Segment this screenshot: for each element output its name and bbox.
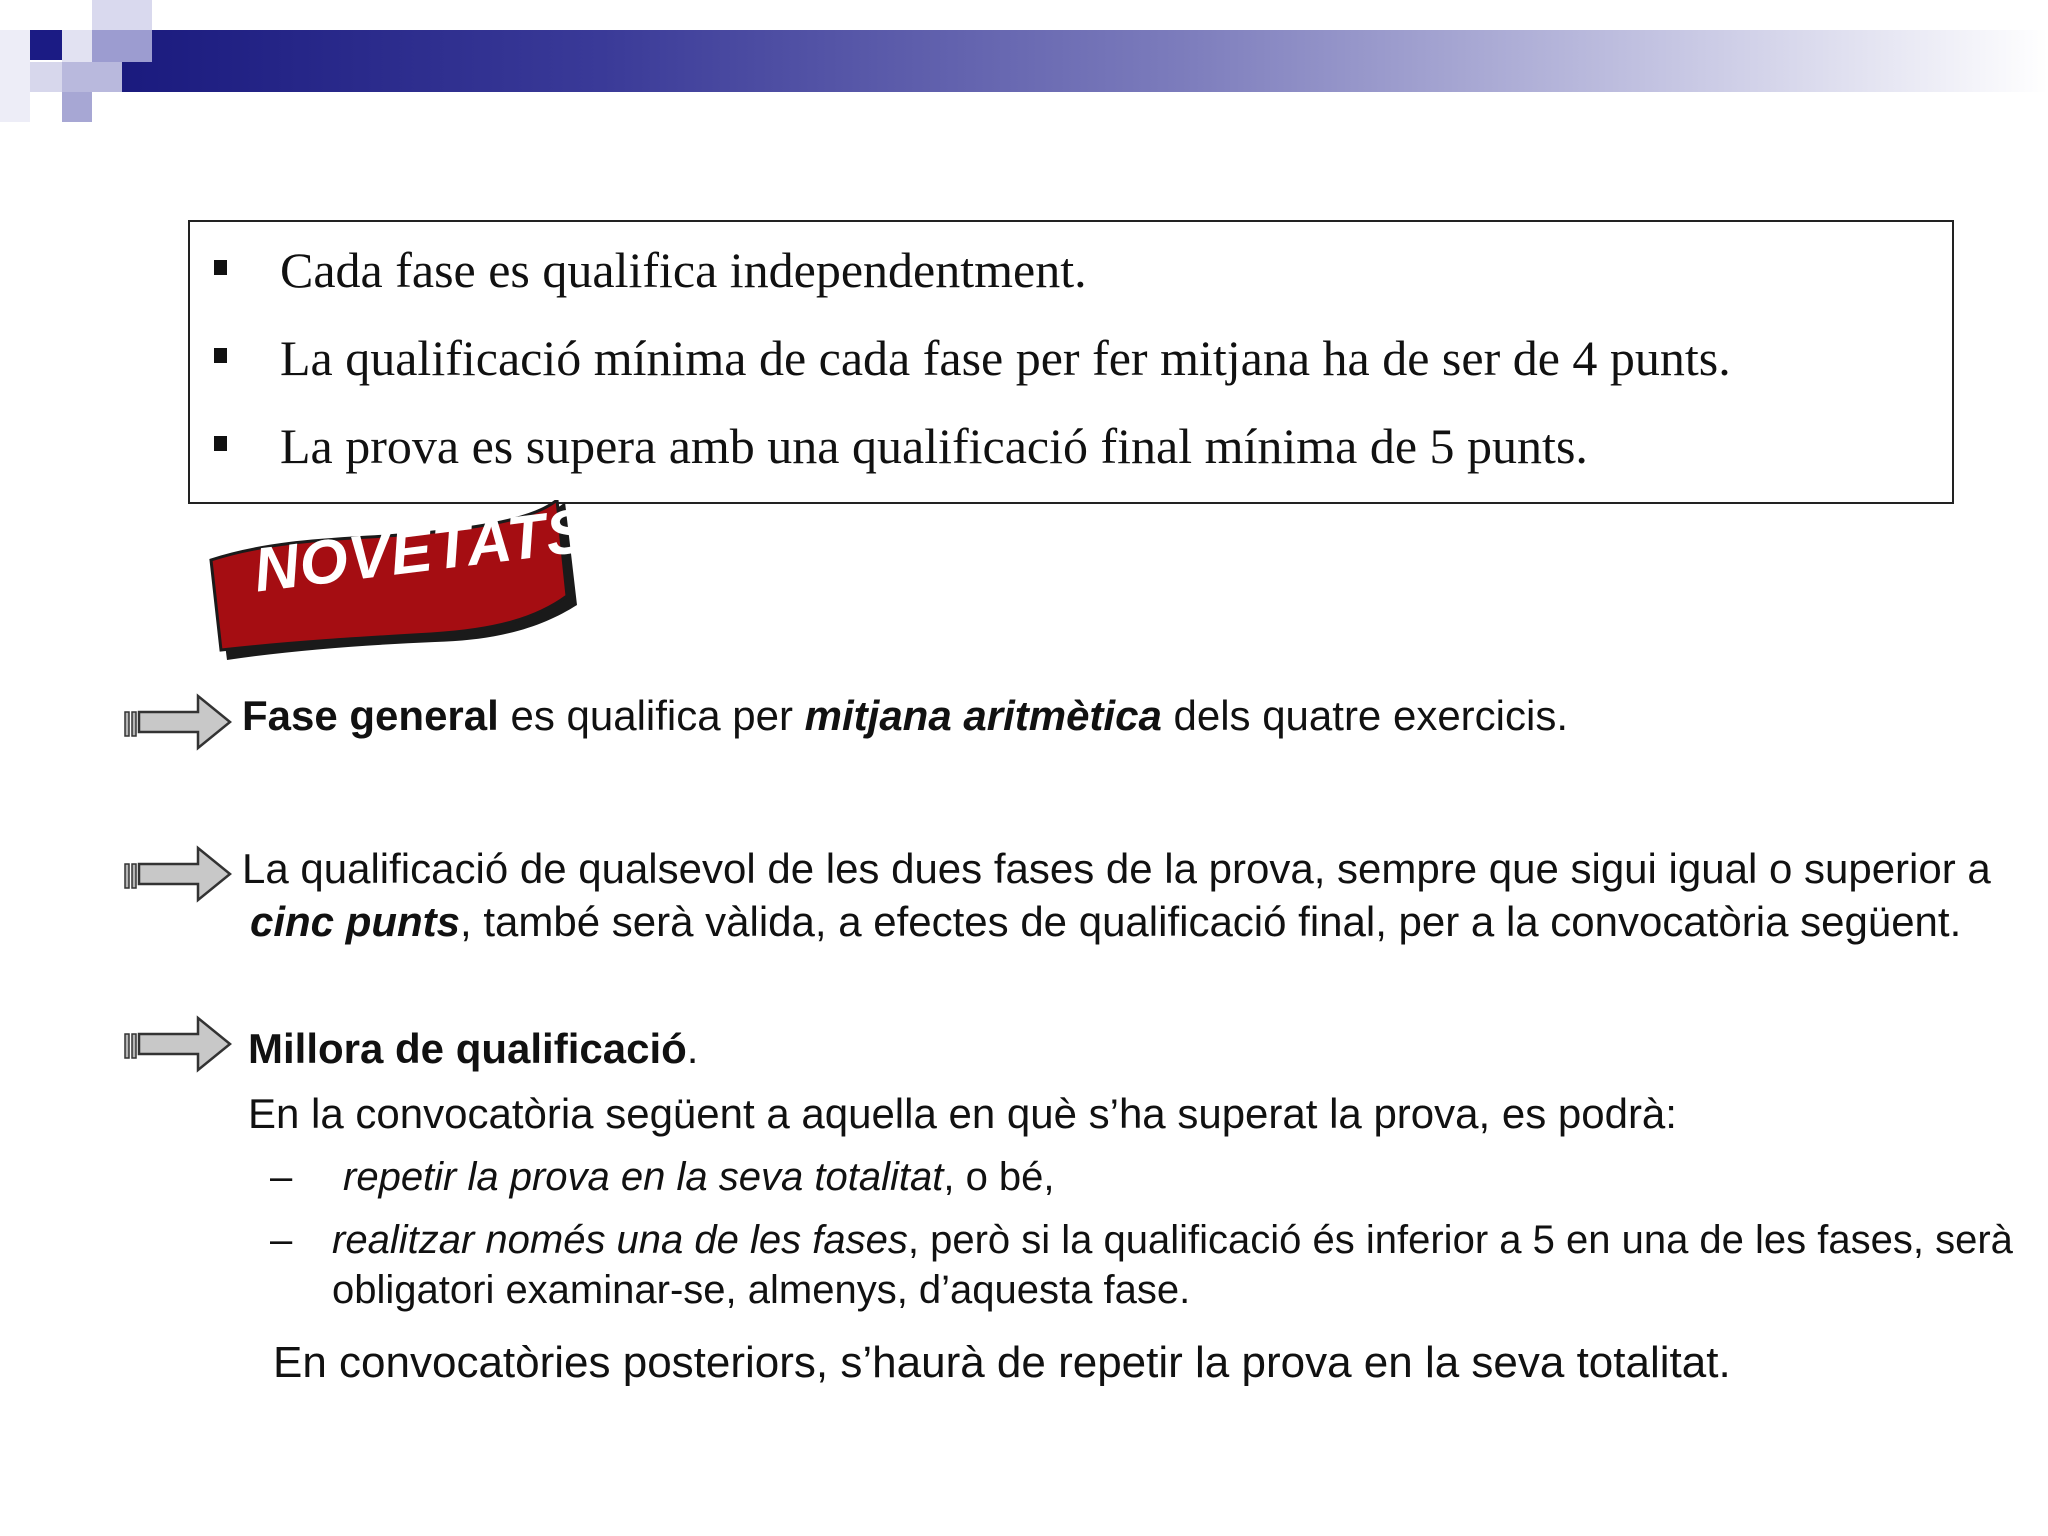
mitjana-term: mitjana aritmètica: [804, 692, 1162, 739]
rule-text: La qualificació mínima de cada fase per fer mitjana ha de ser de 4 punts.: [280, 330, 1731, 386]
arrow-right-icon: [122, 1012, 234, 1076]
option-2-text: , però si la qualificació és inferior a 5 en una de les fases, serà: [907, 1218, 2013, 1262]
option-2-italic: realitzar només una de les fases: [332, 1218, 908, 1262]
fase-general-line: [242, 692, 1568, 740]
millora-intro: En la convocatòria següent a aquella en què s’ha superat la prova, es podrà:: [248, 1090, 1677, 1137]
header-square-decoration: [30, 30, 62, 60]
option-1-text: , o bé,: [943, 1155, 1055, 1199]
rule-item: [190, 416, 1952, 504]
rule-text: Cada fase es qualifica independentment.: [280, 242, 1087, 298]
millora-title: Millora de qualificació: [248, 1025, 687, 1072]
rules-list: [190, 222, 1952, 504]
header-square-decoration: [62, 30, 94, 62]
validesa-line-2: [250, 898, 1961, 946]
millora-title-period: .: [686, 1025, 699, 1072]
final-note: En convocatòries posteriors, s’haurà de repetir la prova en la seva totalitat.: [273, 1338, 1731, 1387]
option-1-italic: repetir la prova en la seva totalitat: [343, 1155, 944, 1199]
header-square-decoration: [92, 30, 152, 62]
option-2-line-2: obligatori examinar-se, almenys, d’aquesta fase.: [332, 1268, 1191, 1312]
square-bullet-icon: [214, 348, 227, 363]
header-square-decoration: [62, 62, 122, 92]
square-bullet-icon: [214, 260, 227, 275]
arrow-right-icon: [122, 842, 234, 906]
fase-general-term: Fase general: [242, 692, 499, 739]
header-square-decoration: [62, 92, 92, 122]
fase-general-text-end: dels quatre exercicis.: [1161, 692, 1568, 739]
millora-title-line: [248, 1025, 698, 1073]
rule-text: La prova es supera amb una qualificació final mínima de 5 punts.: [280, 418, 1588, 474]
cinc-punts-term: cinc punts: [250, 898, 461, 945]
fase-general-text: es qualifica per: [498, 692, 805, 739]
rules-box: [188, 220, 1954, 504]
banner-label: NOVETATS: [250, 495, 593, 606]
option-1-line: [343, 1155, 1055, 1200]
header-square-decoration: [30, 62, 62, 92]
rule-item: [190, 328, 1952, 416]
arrow-right-icon: [122, 690, 234, 754]
dash-bullet: –: [270, 1218, 293, 1262]
header-gradient-bar: [120, 30, 2048, 92]
dash-bullet: –: [270, 1155, 293, 1199]
square-bullet-icon: [214, 436, 227, 451]
validesa-line-1: La qualificació de qualsevol de les dues fases de la prova, sempre que sigui igual o superior a: [242, 845, 1991, 892]
header-square-decoration: [0, 30, 30, 122]
option-2-line: [332, 1218, 2013, 1263]
header-square-decoration: [92, 0, 152, 30]
validesa-line-2-text: , també serà vàlida, a efectes de qualificació final, per a la convocatòria següent.: [460, 898, 1962, 945]
rule-item: [190, 240, 1952, 328]
